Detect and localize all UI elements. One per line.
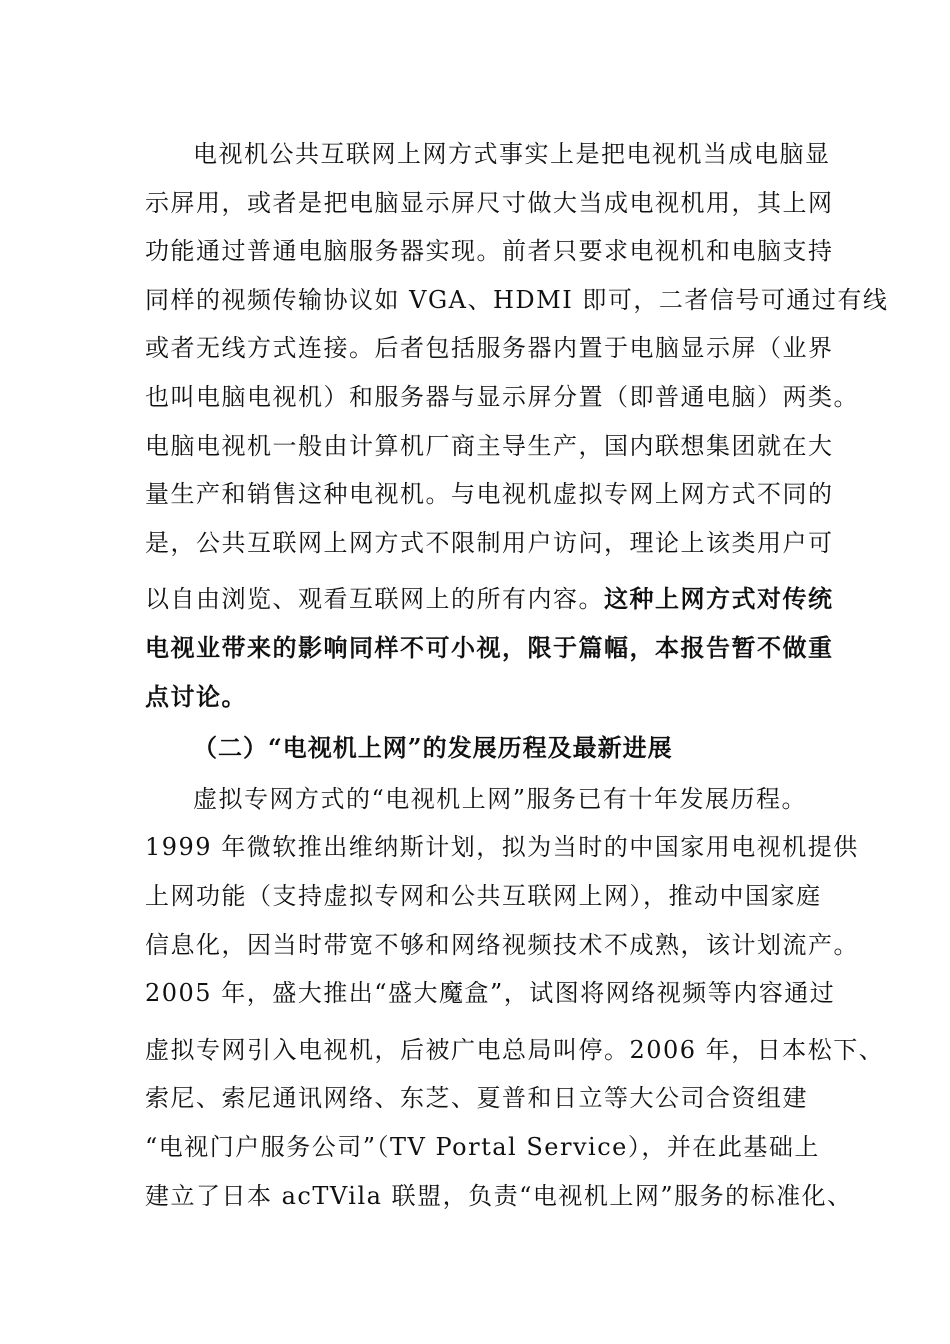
bold-text: 这种上网方式对传统	[604, 584, 834, 613]
paragraph-line: 是，公共互联网上网方式不限制用户访问，理论上该类用户可	[145, 529, 834, 557]
paragraph-line: 1999 年微软推出维纳斯计划，拟为当时的中国家用电视机提供	[145, 833, 859, 861]
paragraph-line: 虚拟专网方式的“电视机上网”服务已有十年发展历程。	[193, 785, 808, 813]
paragraph-line: 示屏用，或者是把电脑显示屏尺寸做大当成电视机用，其上网	[145, 189, 834, 217]
normal-text: 以自由浏览、观看互联网上的所有内容。	[145, 585, 604, 613]
paragraph-line: 也叫电脑电视机）和服务器与显示屏分置（即普通电脑）两类。	[145, 383, 859, 411]
paragraph-line: 电视机公共互联网上网方式事实上是把电视机当成电脑显	[193, 140, 831, 168]
paragraph-line: 同样的视频传输协议如 VGA、HDMI 即可，二者信号可通过有线	[145, 286, 889, 314]
paragraph-line: 或者无线方式连接。后者包括服务器内置于电脑显示屏（业界	[145, 334, 834, 362]
paragraph-line: 信息化，因当时带宽不够和网络视频技术不成熟，该计划流产。	[145, 931, 859, 959]
bold-paragraph-line: 点讨论。	[145, 682, 247, 711]
paragraph-line: 功能通过普通电脑服务器实现。前者只要求电视机和电脑支持	[145, 237, 834, 265]
paragraph-line: 量生产和销售这种电视机。与电视机虚拟专网上网方式不同的	[145, 480, 834, 508]
paragraph-line: 上网功能（支持虚拟专网和公共互联网上网），推动中国家庭	[145, 882, 822, 910]
paragraph-line: 建立了日本 acTVila 联盟，负责“电视机上网”服务的标准化、	[145, 1182, 853, 1210]
paragraph-line: 索尼、索尼通讯网络、东芝、夏普和日立等大公司合资组建	[145, 1084, 808, 1112]
section-heading: （二）“电视机上网”的发展历程及最新进展	[193, 733, 673, 762]
paragraph-line	[145, 582, 834, 616]
bold-paragraph-line: 电视业带来的影响同样不可小视，限于篇幅，本报告暂不做重	[145, 633, 834, 662]
paragraph-line: 2005 年，盛大推出“盛大魔盒”，试图将网络视频等内容通过	[145, 979, 836, 1007]
paragraph-line: 电脑电视机一般由计算机厂商主导生产，国内联想集团就在大	[145, 432, 834, 460]
paragraph-line: 虚拟专网引入电视机，后被广电总局叫停。2006 年，日本松下、	[145, 1036, 885, 1064]
paragraph-line: “电视门户服务公司”（TV Portal Service），并在此基础上	[145, 1133, 820, 1161]
